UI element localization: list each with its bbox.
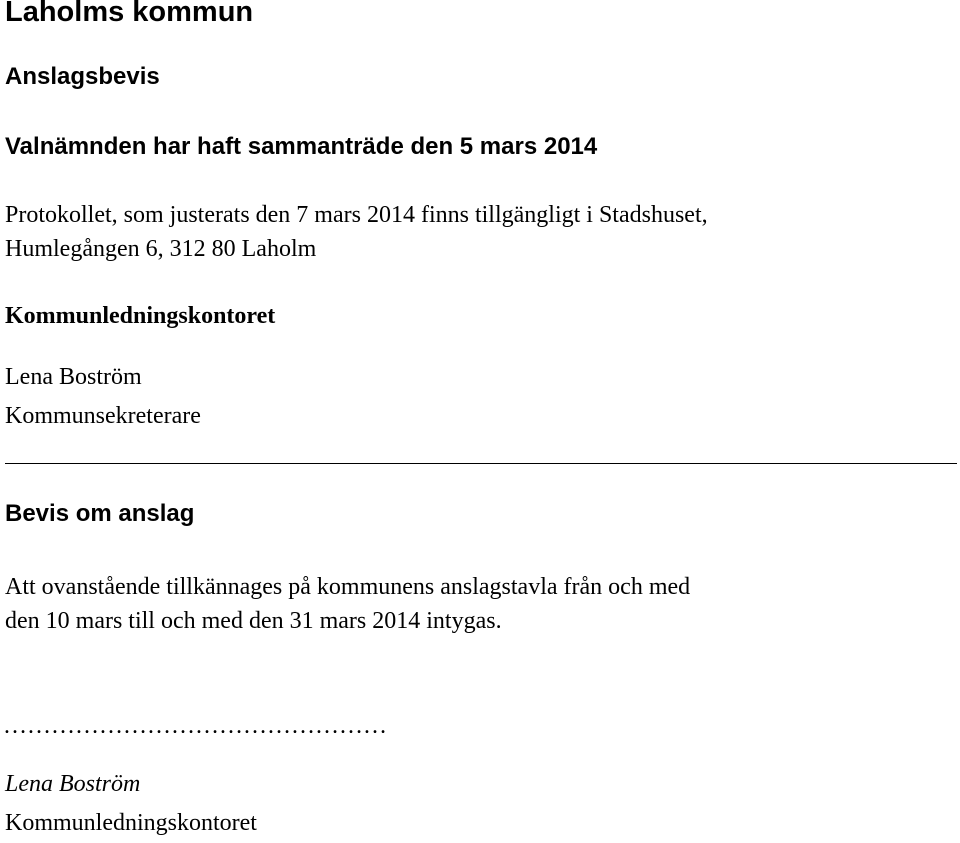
notice-heading: Valnämnden har haft sammanträde den 5 mars 2014 bbox=[5, 133, 598, 160]
signatory-name: Lena Boström bbox=[5, 364, 142, 390]
section-divider bbox=[5, 463, 957, 464]
certificate-signatory-name: Lena Boström bbox=[5, 771, 141, 797]
certificate-paragraph-line-1: Att ovanstående tillkännages på kommunens anslagstavla från och med bbox=[5, 574, 691, 600]
department-name: Kommunledningskontoret bbox=[5, 303, 276, 329]
certificate-paragraph-line-2: den 10 mars till och med den 31 mars 2014 intygas. bbox=[5, 608, 502, 634]
signature-line: ………………………………………… bbox=[3, 713, 387, 739]
certificate-paragraph bbox=[5, 570, 690, 638]
notice-paragraph bbox=[5, 198, 708, 266]
notice-paragraph-line-1: Protokollet, som justerats den 7 mars 2014 finns tillgängligt i Stadshuset, bbox=[5, 202, 708, 228]
notice-paragraph-line-2: Humlegången 6, 312 80 Laholm bbox=[5, 236, 317, 262]
document-title: Anslagsbevis bbox=[5, 63, 160, 90]
organization-name: Laholms kommun bbox=[5, 0, 254, 28]
certificate-heading: Bevis om anslag bbox=[5, 500, 195, 527]
certificate-signatory-department: Kommunledningskontoret bbox=[5, 810, 257, 836]
signatory-title: Kommunsekreterare bbox=[5, 403, 201, 429]
